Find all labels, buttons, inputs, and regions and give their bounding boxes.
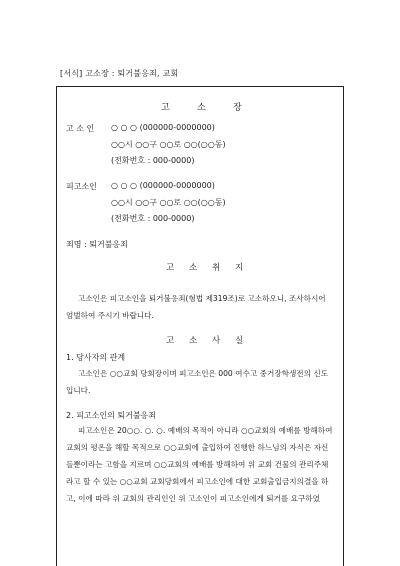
section2-heading: 2. 피고소인의 퇴거불응죄 <box>66 411 156 420</box>
heading-char: 취 <box>212 263 221 273</box>
accused-address: ○○시 ○○구 ○○로 ○○(○○동) <box>111 198 226 207</box>
heading-char: 고 <box>166 336 175 346</box>
title-char: 소 <box>197 103 206 113</box>
section2-text: 피고소인은 20○○. ○. ○. 예배의 목적이 아니라 ○○교회의 예배를 방해하여 교회의 평온을 해할 목적으로 ○○교회에 출입하여 진행한 하느님의 자식은 자신들뿐이라는 고함을 지르며 ○○교회의 예배를 방해하여 위 교회 건물의 관리주체라고 할 수 있는 ○○교회 교회당회에서 피고소인에 대한 교회출입금지의결을 하고, 이에 따라 위 교회의 관리인인 위 고소인이 피고소인에게 퇴거를 요구하였 <box>66 426 333 503</box>
complainant-name: ○ ○ ○ (000000-0000000) <box>111 123 215 132</box>
section2-paragraph <box>66 422 334 507</box>
section1-paragraph <box>66 365 334 399</box>
accused-phone: (전화번호 : 000-0000) <box>111 214 195 223</box>
complainant-address: ○○시 ○○구 ○○로 ○○(○○동) <box>111 140 226 149</box>
heading-char: 소 <box>189 336 198 346</box>
heading-char: 실 <box>235 336 244 346</box>
purpose-paragraph <box>66 290 334 324</box>
purpose-text: 고소인은 피고소인을 퇴거불응죄(형법 제319조)로 고소하오니, 조사하시어 엄벌하여 주시기 바랍니다. <box>66 294 326 320</box>
heading-char: 사 <box>212 336 221 346</box>
heading-char: 지 <box>235 263 244 273</box>
complainant-phone: (전화번호 : 000-0000) <box>111 156 195 165</box>
title-char: 장 <box>233 103 242 113</box>
crime-name: 죄명 : 퇴거불응죄 <box>66 240 128 249</box>
heading-char: 소 <box>189 263 198 273</box>
section1-text: 고소인은 ○○교회 당회장이며 피고소인은 000 여수고 중거장학생전의 신도입니다. <box>66 369 329 395</box>
accused-label: 피고소인 <box>66 182 97 191</box>
heading-char: 고 <box>166 263 175 273</box>
section1-heading: 1. 당사자의 관계 <box>66 353 126 362</box>
complainant-label: 고 소 인 <box>66 124 95 133</box>
accused-name: ○ ○ ○ (000000-0000000) <box>111 181 215 190</box>
complaint-document <box>56 86 344 566</box>
title-char: 고 <box>161 103 170 113</box>
form-type-label: [서식] 고소장 : 퇴거불응죄, 교회 <box>60 69 179 78</box>
